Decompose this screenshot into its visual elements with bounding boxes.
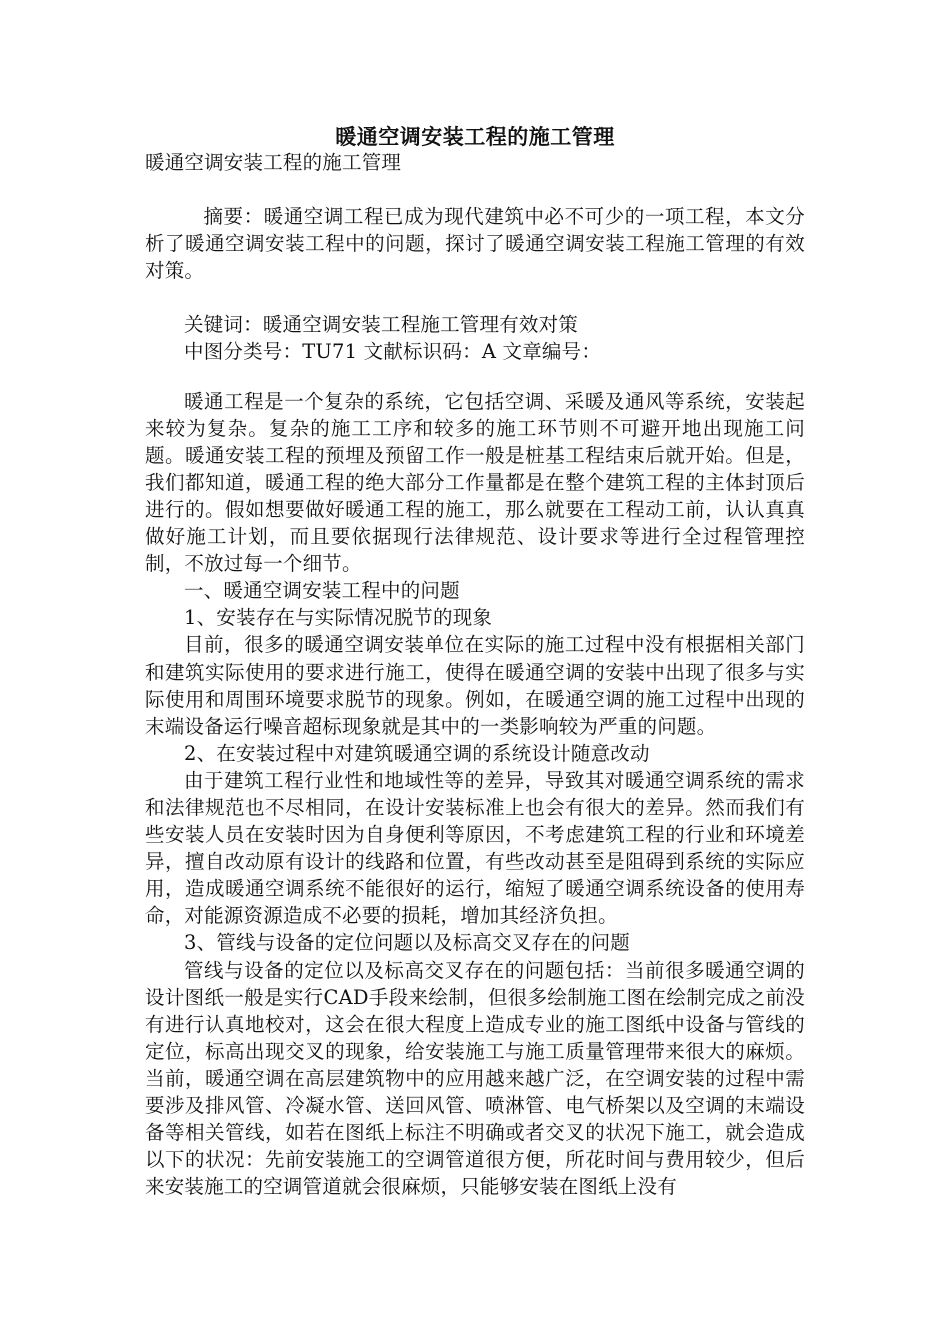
document-body (145, 149, 805, 1200)
spacer (145, 366, 805, 388)
body-paragraph: 管线与设备的定位以及标高交叉存在的问题包括：当前很多暖通空调的设计图纸一般是实行CAD手段来绘制，但很多绘制施工图在绘制完成之前没有进行认真地校对，这会在很大程度上造成专业的施工图纸中设备与管线的定位，标高出现交叉的现象，给安装施工与施工质量管理带来很大的麻烦。当前，暖通空调在高层建筑物中的应用越来越广泛，在空调安装的过程中需要涉及排风管、冷凝水管、送回风管、喷淋管、电气桥架以及空调的末端设备等相关管线，如若在图纸上标注不明确或者交叉的状况下施工，就会造成以下的状况：先前安装施工的空调管道很方便，所花时间与费用较少，但后来安装施工的空调管道就会很麻烦，只能够安装在图纸上没有 (145, 958, 805, 1199)
section-heading: 一、暖通空调安装工程中的问题 (184, 579, 460, 603)
document-title: 暖通空调安装工程的施工管理 (335, 124, 615, 149)
subsection-heading: 1、安装存在与实际情况脱节的现象 (184, 606, 493, 630)
body-paragraph: 暖通工程是一个复杂的系统，它包括空调、采暖及通风等系统，安装起来较为复杂。复杂的施工工序和较多的施工环节则不可避开地出现施工问题。暖通安装工程的预埋及预留工作一般是桩基工程结束后就开始。但是，我们都知道，暖通工程的绝大部分工作量都是在整个建筑工程的主体封顶后进行的。假如想要做好暖通工程的施工，那么就要在工程动工前，认认真真做好施工计划，而且要依据现行法律规范、设计要求等进行全过程管理控制，不放过每一个细节。 (145, 389, 805, 576)
spacer (145, 176, 805, 203)
body-paragraph: 由于建筑工程行业性和地域性等的差异，导致其对暖通空调系统的需求和法律规范也不尽相同，在设计安装标准上也会有很大的差异。然而我们有些安装人员在安装时因为自身便利等原因，不考虑建筑工程的行业和环境差异，擅自改动原有设计的线路和位置，有些改动甚至是阻碍到系统的实际应用，造成暖通空调系统不能很好的运行，缩短了暖通空调系统设备的使用寿命，对能源资源造成不必要的损耗，增加其经济负担。 (145, 768, 805, 928)
classification-line: 中图分类号：TU71 文献标识码：A 文章编号： (184, 340, 602, 364)
keywords-line: 关键词：暖通空调安装工程施工管理有效对策 (184, 313, 579, 337)
abstract-paragraph: 摘要：暖通空调工程已成为现代建筑中必不可少的一项工程，本文分析了暖通空调安装工程中的问题，探讨了暖通空调安装工程施工管理的有效对策。 (145, 205, 805, 283)
body-paragraph: 目前，很多的暖通空调安装单位在实际的施工过程中没有根据相关部门和建筑实际使用的要求进行施工，使得在暖通空调的安装中出现了很多与实际使用和周围环境要求脱节的现象。例如，在暖通空调的施工过程中出现的末端设备运行噪音超标现象就是其中的一类影响较为严重的问题。 (145, 633, 805, 738)
document-subtitle: 暖通空调安装工程的施工管理 (145, 151, 402, 174)
spacer (145, 284, 805, 311)
subsection-heading: 3、管线与设备的定位问题以及标高交叉存在的问题 (184, 931, 631, 955)
subsection-heading: 2、在安装过程中对建筑暖通空调的系统设计随意改动 (184, 741, 650, 765)
